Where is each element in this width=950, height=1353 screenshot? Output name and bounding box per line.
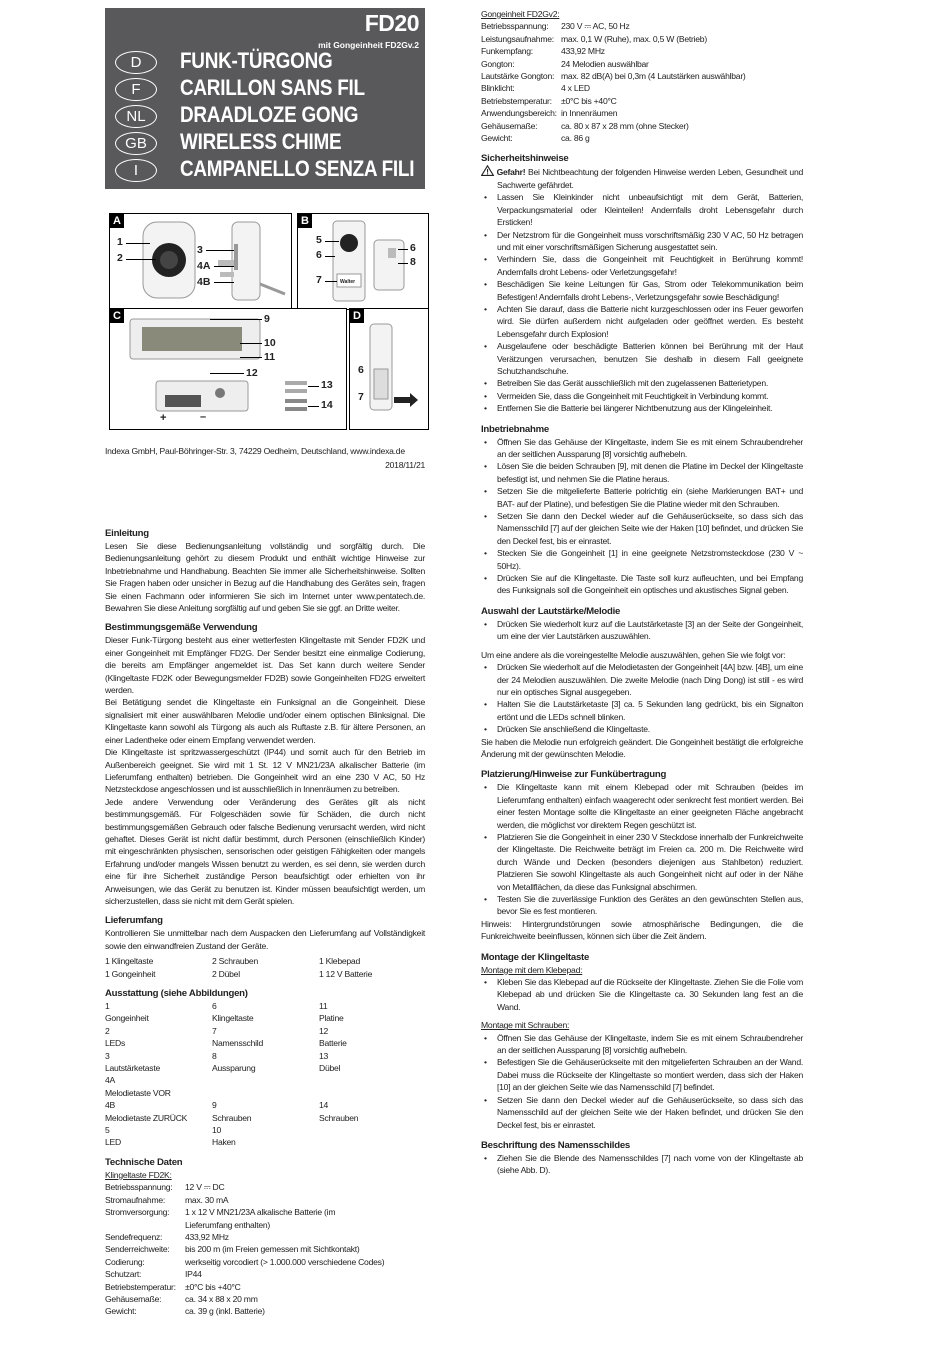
spec-row: Stromaufnahme: max. 30 mA <box>105 1194 229 1205</box>
list-item: 2 Dübel <box>212 968 240 979</box>
section-title: Einleitung <box>105 528 149 539</box>
list-item: 9 Schrauben <box>212 1100 252 1123</box>
list-item: • Kleben Sie das Klebepad auf die Rückseite der Klingeltaste. Ziehen Sie die Folie vom Klebepad ab und drücken Sie die Klingeltaste ca. 30 Sekunden lang fest an die Wand. <box>481 976 803 1013</box>
spec-row: Lautstärke Gongton: max. 82 dB(A) bei 0,3m (4 Lautstärken auswählbar) <box>481 71 746 82</box>
callout-number: 10 <box>264 337 276 349</box>
list-item <box>212 1074 319 1099</box>
list-item: • Halten Sie die Lautstärketaste [3] ca. 5 Sekunden lang gedrückt, bis ein Signalton ertönt und die LEDs schnell blinken. <box>481 698 803 723</box>
language-title: DRAADLOZE GONG <box>180 102 359 127</box>
spec-row: Gehäusemaße: ca. 80 x 87 x 28 mm (ohne Stecker) <box>481 120 689 131</box>
list-item: 1 Gongeinheit <box>105 1001 149 1024</box>
callout-line <box>325 281 337 282</box>
list-item: • Öffnen Sie das Gehäuse der Klingeltaste, indem Sie es mit einem Schraubendreher an der seitlichen Aussparung [8] vorsichtig aufhebeln. <box>481 1032 803 1057</box>
language-row <box>115 129 415 157</box>
language-row <box>115 48 415 76</box>
callout-number: 9 <box>264 313 270 325</box>
nameplate-text: Walter <box>340 279 356 285</box>
list-item: 4B Melodietaste ZURÜCK <box>105 1100 188 1123</box>
list-item: 1 12 V Batterie <box>319 968 373 979</box>
figure-a <box>109 213 292 310</box>
section-title: Auswahl der Lautstärke/Melodie <box>481 605 621 617</box>
paragraph: Dieser Funk-Türgong besteht aus einer wetterfesten Klingeltaste mit Sender FD2K und einer Gongeinheit mit Empfänger FD2G. Der Sender besitzt eine einmalige Codierung, die bereits am Empfänger angemeldet ist. Das Set kann durch weitere Sender (Klingeltaste FD2K oder Bewegungsmelder FD2B) sowie Gongeinheiten FD2G erweitert werden. <box>105 635 425 696</box>
figure-label: A <box>110 214 124 228</box>
list-item: • Drücken Sie wiederholt kurz auf die Lautstärketaste [3] an der Seite der Gongeinheit, um eine der vier Lautstärken auszuwählen. <box>481 618 803 643</box>
list-item: • Betreiben Sie das Gerät ausschließlich mit den zugelassenen Batterietypen. <box>481 377 803 389</box>
list-item: • Öffnen Sie das Gehäuse der Klingeltaste, indem Sie es mit einem Schraubendreher an der seitlichen Aussparung [8] vorsichtig aufhebeln. <box>481 436 803 461</box>
list-item: • Der Netzstrom für die Gongeinheit muss vorschriftsmäßig 230 V AC, 50 Hz betragen und mit einer vorschriftsmäßigen Sicherung ausgestattet sein. <box>481 229 803 254</box>
subsection-title: Gongeinheit FD2Gv2: <box>481 9 560 19</box>
list-item: • Platzieren Sie die Gongeinheit in einer 230 V Steckdose innerhalb der Funkreichweite der Klingeltaste. Die Reichweite beträgt im Freien ca. 200 m. Die Reichweite wird durch Wände und Decken (besonders diejenigen aus Stahlbeton) reduziert. Platzieren Sie sowohl Klingeltaste als auch Gongeinheit nicht auf oder in der Nähe von Metallflächen, da diese das Funksignal abschirmen. <box>481 831 803 893</box>
parts-list <box>105 1000 425 1149</box>
list-item: • Testen Sie die zuverlässige Funktion des Gerätes an den gewünschten Stellen aus, bevor Sie es fest montieren. <box>481 893 803 918</box>
list-item: 11 Platine <box>319 1001 344 1024</box>
spec-row: Anwendungsbereich: in Innenräumen <box>481 108 618 119</box>
list-item: 1 Gongeinheit <box>105 968 156 979</box>
spec-row: Betriebsspannung: 230 V ⎓ AC, 50 Hz <box>481 21 630 32</box>
language-title: FUNK-TÜRGONG <box>180 48 333 73</box>
list-item: 4A Melodietaste VOR <box>105 1075 171 1098</box>
warning-note: Gefahr! Bei Nichtbeachtung der folgenden Hinweise werden Leben, Gesundheit und Sachwerte gefährdet. <box>481 165 803 191</box>
spec-row: Funkempfang: 433,92 MHz <box>481 46 605 57</box>
list-item: 6 Klingeltaste <box>212 1001 254 1024</box>
callout-number: 13 <box>321 379 333 391</box>
language-code: F <box>115 78 157 101</box>
figure-d <box>349 308 429 430</box>
callout-number: 7 <box>316 274 322 286</box>
callout-line <box>214 266 234 267</box>
section-title: Platzierung/Hinweise zur Funkübertragung <box>481 769 667 781</box>
callout-number: 6 <box>316 249 322 261</box>
section-title: Sicherheitshinweise <box>481 153 569 165</box>
list-item: • Lösen Sie die beiden Schrauben [9], mit denen die Platine im Deckel der Klingeltaste befestigt ist, und nehmen Sie die Platine heraus. <box>481 460 803 485</box>
list-item: • Drücken Sie auf die Klingeltaste. Die Taste soll kurz aufleuchten, und bei Empfang des Funksignals soll die Gongeinheit ein optisches und akustisches Signal geben. <box>481 572 803 597</box>
section-title: Beschriftung des Namensschildes <box>481 1139 630 1151</box>
callout-line <box>398 263 408 264</box>
list-item: 7 Namensschild <box>212 1025 263 1049</box>
callout-number: 7 <box>358 391 364 403</box>
callout-line <box>325 256 335 257</box>
callout-number: 14 <box>321 399 333 411</box>
list-item: 10 Haken <box>212 1125 236 1148</box>
list-item: 8 Aussparung <box>212 1050 256 1074</box>
spec-row: Betriebstemperatur: ±0°C bis +40°C <box>105 1281 241 1292</box>
callout-number: 6 <box>410 242 416 254</box>
nameplate-list <box>481 1152 803 1177</box>
callout-line <box>214 282 234 283</box>
callout-number: 3 <box>197 244 203 256</box>
paragraph: Bei Betätigung sendet die Klingeltaste ein Funksignal an die Gongeinheit. Diese signalisiert mit einer auswählbaren Melodie und/oder einem optischen Blinksignal. Die Klingeltaste kann sowohl als Türgong als auch als Ruftaste z.B. für ältere Personen, an einer Ladentheke oder einem Empfang verwendet werden. <box>105 697 425 745</box>
list-item: • Ziehen Sie die Blende des Namensschildes [7] nach vorne von der Klingeltaste ab (siehe Abb. D). <box>481 1152 803 1177</box>
paragraph: Die Klingeltaste ist spritzwassergeschützt (IP44) und somit auch für den Betrieb im Außenbereich geeignet. Sie wird mit 1 St. 12 V MN21/23A alkalischer Batterie (im Lieferumfang enthalten) betrieben. Die Gongeinheit wird an eine 230 V AC, 50 Hz Netzsteckdose angeschlossen und ist ausschließlich in Innenräumen zu betreiben. <box>105 747 425 795</box>
spec-row: Codierung: werkseitig vorcodiert (> 1.000.000 verschiedene Codes) <box>105 1256 385 1267</box>
spec-row: Gongton: 24 Melodien auswählbar <box>481 58 649 69</box>
callout-number: 8 <box>410 256 416 268</box>
section-title: Lieferumfang <box>105 915 163 927</box>
language-code: D <box>115 51 157 74</box>
spec-row: Gewicht: ca. 86 g <box>481 133 590 144</box>
list-item: 2 LEDs <box>105 1025 126 1049</box>
callout-line <box>308 386 319 387</box>
callout-number: 4A <box>197 260 211 272</box>
list-item: • Entfernen Sie die Batterie bei längerer Nichtbenutzung aus der Klingeleinheit. <box>481 402 803 414</box>
callout-line <box>210 373 244 374</box>
list-item <box>319 1124 425 1149</box>
paragraph: Lesen Sie diese Bedienungsanleitung vollständig und sorgfältig durch. Die Bedienungsanleitung gehört zu diesem Produkt und enthält wichtige Hinweise zur Inbetriebnahme und Handhabung. Beachten Sie immer alle Sicherheitshinweise. Sollten Sie Fragen haben oder unsicher in Bezug auf die Handhabung des Gerätes sein, fragen Sie einen Fachmann oder informieren Sie sich im Internet unter www.pentatech.de. Bewahren Sie diese Anleitung sorgfältig auf und geben Sie sie ggf. an Dritte weiter. <box>105 541 425 614</box>
figure-label: D <box>350 309 364 323</box>
list-item: • Vermeiden Sie, dass die Gongeinheit mit Feuchtigkeit in Verbindung kommt. <box>481 390 803 402</box>
callout-number: 2 <box>117 252 123 264</box>
placement-list <box>481 781 803 917</box>
list-item: 5 LED <box>105 1125 121 1148</box>
callout-number: 4B <box>197 276 211 288</box>
contents-list <box>105 955 425 980</box>
list-item: 14 Schrauben <box>319 1100 359 1123</box>
language-row <box>115 156 415 184</box>
list-item: • Setzen Sie die mitgelieferte Batterie polrichtig ein (siehe Markierungen BAT+ und BAT- auf der Platine), und befestigen Sie die Platine wieder mit den Schrauben. <box>481 485 803 510</box>
safety-list <box>481 191 803 414</box>
model-number: FD20 <box>364 10 419 36</box>
section-title: Technische Daten <box>105 1156 183 1168</box>
callout-line <box>126 243 150 244</box>
list-item: • Drücken Sie anschließend die Klingeltaste. <box>481 723 803 735</box>
language-title: CAMPANELLO SENZA FILI <box>180 156 415 181</box>
subsection-title: Montage mit Schrauben: <box>481 1020 570 1031</box>
section-title: Montage der Klingeltaste <box>481 951 590 963</box>
spec-row: Sendefrequenz: 433,92 MHz <box>105 1231 229 1242</box>
callout-number: 11 <box>264 351 276 363</box>
mounting-pad-list <box>481 976 803 1013</box>
list-item: • Setzen Sie dann den Deckel wieder auf die Gehäuserückseite, so dass sich das Namensschild auf der gleichen Seite wie der Haken befindet, und drücken Sie den Deckel fest, bis er einrastet. <box>481 1094 803 1131</box>
paragraph: Hinweis: Hintergrundstörungen sowie atmosphärische Bedingungen, die die Funkreichweite beeinflussen, können sich über die Zeit ändern. <box>481 918 803 942</box>
subsection-title: Montage mit dem Klebepad: <box>481 964 583 975</box>
callout-line <box>206 250 234 251</box>
callout-line <box>325 241 339 242</box>
callout-line <box>308 406 319 407</box>
minus-sign: – <box>200 411 207 423</box>
setup-list <box>481 436 803 597</box>
language-code: GB <box>115 132 157 155</box>
list-item: 2 Schrauben <box>212 956 258 967</box>
spec-row: Senderreichweite: bis 200 m (im Freien gemessen mit Sichtkontakt) <box>105 1244 360 1255</box>
subsection-title: Klingeltaste FD2K: <box>105 1169 172 1180</box>
spec-row: Blinklicht: 4 x LED <box>481 83 590 94</box>
list-item: • Verhindern Sie, dass die Gongeinheit mit Feuchtigkeit in Berührung kommt! Andernfalls droht Lebens- oder Verletzungsgefahr! <box>481 253 803 278</box>
paragraph: Jede andere Verwendung oder Veränderung des Gerätes gilt als nicht bestimmungsgemäß. Für Folgeschäden sowie für Schäden, die durch nicht bestimmungsgemäßen Gebrauch oder falsche Bedienung verursacht werden, wird nicht gehaftet. Dieses Gerät ist nicht dafür bestimmt, durch Personen (einschließlich Kinder) mit eingeschränkten physischen, sensorischen oder geistigen Fähigkeiten oder mangels Erfahrung und/oder mangels Wissen benutzt zu werden, es sei denn, sie werden durch eine für ihre Sicherheit zuständige Person beaufsichtigt oder erhielten von ihr Anweisungen, wie das Gerät zu benutzen ist. Kinder müssen beaufsichtigt werden, um sicherzustellen, dass sie nicht mit dem Gerät spielen. <box>105 796 425 906</box>
spec-row: Betriebsspannung: 12 V ⎓ DC <box>105 1182 225 1193</box>
callout-line <box>126 259 156 260</box>
paragraph: Sie haben die Melodie nun erfolgreich geändert. Die Gongeinheit bestätigt die erfolgreiche Änderung mit der gewünschten Melodie. <box>481 736 803 759</box>
spec-row: Gewicht: ca. 39 g (inkl. Batterie) <box>105 1306 265 1317</box>
section-title: Bestimmungsgemäße Verwendung <box>105 622 258 634</box>
list-item: • Setzen Sie dann den Deckel wieder auf die Gehäuserückseite, so dass sich das Namensschild [7] auf der gleichen Seite wie der Haken [10] befindet, und drücken Sie den Deckel fest, bis er einrastet. <box>481 510 803 547</box>
figure-c <box>109 308 347 430</box>
list-item: • Lassen Sie Kleinkinder nicht unbeaufsichtigt mit dem Gerät, Batterien, Verpackungsmaterial oder Kleinteilen! Andernfalls droht Lebensgefahr durch Ersticken! <box>481 191 803 228</box>
callout-line <box>240 357 262 358</box>
model-subtitle: mit Gongeinheit FD2Gv.2 <box>318 40 419 50</box>
list-item <box>319 1074 425 1099</box>
list-item: 12 Batterie <box>319 1025 347 1049</box>
circuit-board-drawing <box>110 309 346 429</box>
list-item: • Die Klingeltaste kann mit einem Klebepad oder mit Schrauben (beides im Lieferumfang enthalten) einfach waagerecht oder senkrecht fest montiert werden. Bei einer festen Montage sollte die Klingeltaste an einer geeigneten Fläche angebracht werden, die möglichst vor direktem Regen geschützt ist. <box>481 781 803 831</box>
spec-row: Gehäusemaße: ca. 34 x 88 x 20 mm <box>105 1293 258 1304</box>
list-item: 1 Klingeltaste <box>105 956 154 967</box>
mounting-screw-list <box>481 1032 803 1131</box>
list-item: 13 Dübel <box>319 1050 341 1074</box>
list-item: • Achten Sie darauf, dass die Batterie nicht kurzgeschlossen oder ins Feuer geworfen wird. Sie dürfen außerdem nicht aufgeladen oder geöffnet werden. Es besteht Lebensgefahr durch Explosion! <box>481 303 803 340</box>
language-code: NL <box>115 105 157 128</box>
melody-list <box>481 661 803 735</box>
list-item: • Befestigen Sie die Gehäuserückseite mit den mitgelieferten Schrauben an der Wand. Dabei muss die Rückseite der Klingeltaste so montiert werden, dass sich der Haken [10] an der gleichen Seite wie das Namensschild [7] befindet. <box>481 1056 803 1093</box>
spec-row: Leistungsaufnahme: max. 0,1 W (Ruhe), max. 0,5 W (Betrieb) <box>481 33 707 44</box>
warning-triangle-icon <box>481 165 494 176</box>
callout-number: 5 <box>316 234 322 246</box>
spec-row: Schutzart: IP44 <box>105 1269 202 1280</box>
left-column <box>105 527 425 1318</box>
language-title: CARILLON SANS FIL <box>180 75 365 100</box>
list-item: • Stecken Sie die Gongeinheit [1] in eine geeignete Netzstromsteckdose (230 V ~ 50Hz). <box>481 547 803 572</box>
volume-list <box>481 618 803 643</box>
language-row <box>115 75 415 103</box>
callout-number: 12 <box>246 367 258 379</box>
figure-b <box>297 213 429 310</box>
list-item: • Ausgelaufene oder beschädigte Batterien können bei Berührung mit der Haut Verätzungen verursachen, benutzen Sie deshalb in diesem Fall geeignete Schutzhandschuhe. <box>481 340 803 377</box>
callout-line <box>398 249 408 250</box>
section-title: Inbetriebnahme <box>481 423 549 435</box>
callout-number: 1 <box>117 236 123 248</box>
callout-number: 6 <box>358 364 364 376</box>
callout-line <box>240 343 262 344</box>
language-row <box>115 102 415 130</box>
section-title: Ausstattung (siehe Abbildungen) <box>105 988 248 999</box>
right-column <box>481 8 803 1177</box>
callout-line <box>210 319 262 320</box>
language-code: I <box>115 159 157 182</box>
plus-sign: + <box>160 412 167 424</box>
language-title: WIRELESS CHIME <box>180 129 342 154</box>
list-item: • Beschädigen Sie keine Leitungen für Gas, Strom oder Telekommunikation beim Befestigen! Andernfalls droht Lebens-, Verletzungsgefahr sowie Beschädigung! <box>481 278 803 303</box>
push-button-drawing <box>298 214 428 309</box>
list-item: • Drücken Sie wiederholt auf die Melodietasten der Gongeinheit [4A] bzw. [4B], um eine der 24 Melodien auszuwählen. Die zweite Melodie (nach Ding Dong) ist still - es wird nur ein optisches Signal ausgegeben. <box>481 661 803 698</box>
title-banner <box>105 8 425 189</box>
paragraph: Um eine andere als die voreingestellte Melodie auszuwählen, gehen Sie wie folgt vor: <box>481 649 786 660</box>
company-address: Indexa GmbH, Paul-Böhringer-Str. 3, 74229 Oedheim, Deutschland, www.indexa.de <box>105 446 405 456</box>
spec-row: Stromversorgung: 1 x 12 V MN21/23A alkalische Batterie (im Lieferumfang enthalten) <box>105 1207 336 1230</box>
list-item: 1 Klebepad <box>319 956 360 967</box>
figure-label: B <box>298 214 312 228</box>
paragraph: Kontrollieren Sie unmittelbar nach dem Auspacken den Lieferumfang auf Vollständigkeit sowie den einwandfreien Zustand der Geräte. <box>105 928 425 951</box>
list-item: 3 Lautstärketaste <box>105 1050 161 1074</box>
spec-row: Betriebstemperatur: ±0°C bis +40°C <box>481 95 617 106</box>
print-date: 2018/11/21 <box>385 460 425 470</box>
figure-label: C <box>110 309 124 323</box>
